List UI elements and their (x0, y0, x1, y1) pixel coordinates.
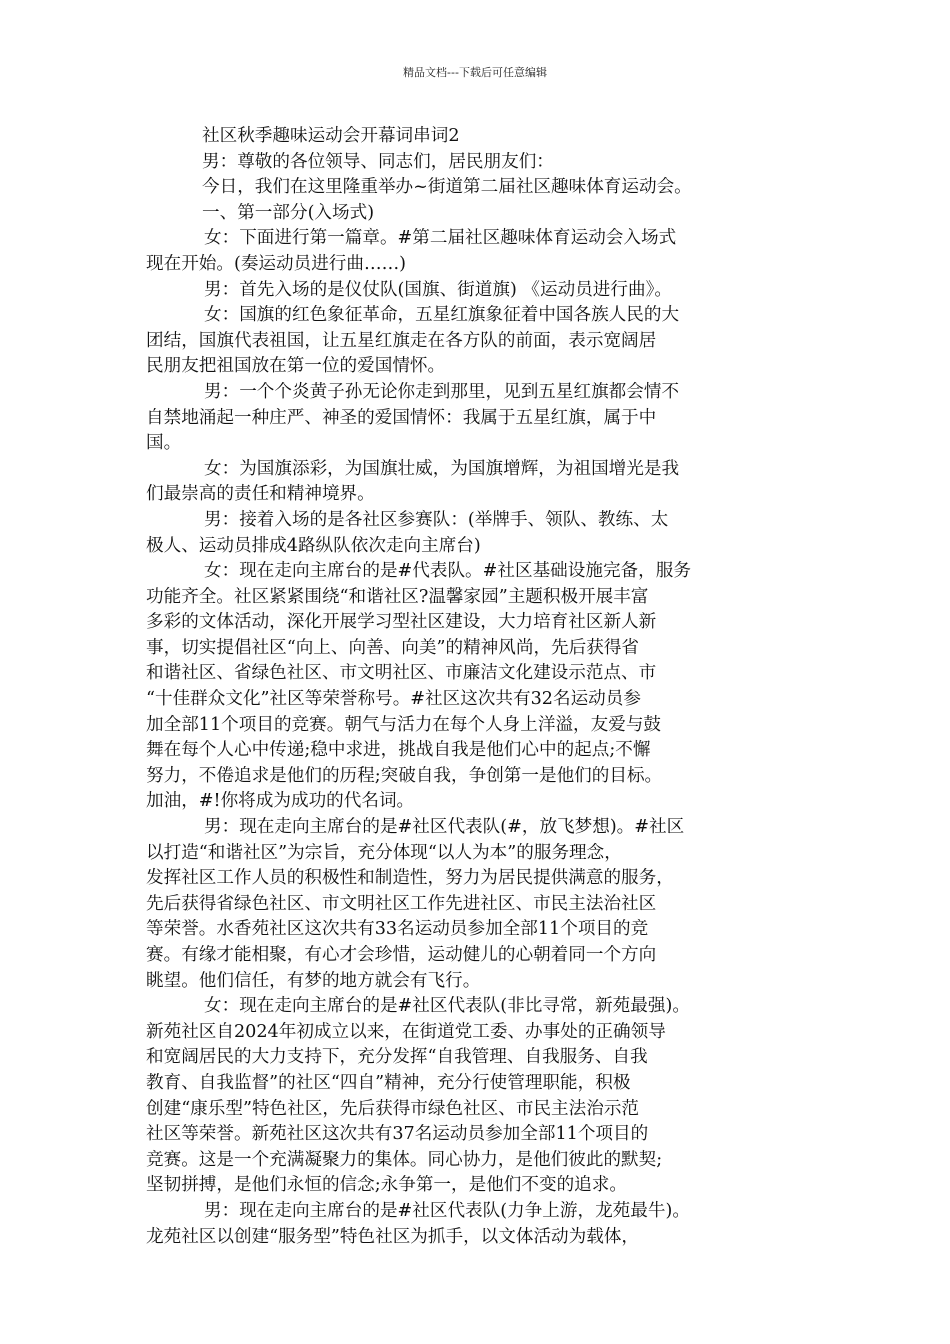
text-line: 男：尊敬的各位领导、同志们，居民朋友们： (202, 151, 554, 172)
text-line: 女：为国旗添彩，为国旗壮威，为国旗增辉，为祖国增光是我 (204, 458, 680, 479)
text-line: 女：国旗的红色象征革命，五星红旗象征着中国各族人民的大 (204, 305, 680, 326)
text-line: 国。 (146, 433, 182, 454)
text-line: 等荣誉。水香苑社区这次共有33名运动员参加全部11个项目的竞 (146, 919, 649, 940)
text-line: 男：首先入场的是仪仗队(国旗、街道旗) 《运动员进行曲》。 (204, 279, 672, 300)
text-line: 舞在每个人心中传递;稳中求进，挑战自我是他们心中的起点;不懈 (146, 740, 651, 761)
text-line: 创建“康乐型”特色社区，先后获得市绿色社区、市民主法治示范 (146, 1098, 640, 1119)
text-line: 加油，#!你将成为成功的代名词。 (146, 791, 415, 812)
text-line: 教育、自我监督”的社区“四自”精神，充分行使管理职能，积极 (146, 1072, 631, 1093)
document-body (146, 124, 822, 1250)
text-line: 男：现在走向主席台的是#社区代表队(#，放飞梦想)。#社区 (204, 817, 685, 838)
text-line: 女：现在走向主席台的是#社区代表队(非比寻常，新苑最强)。 (204, 996, 690, 1017)
text-line: 功能齐全。社区紧紧围绕“和谐社区?温馨家园”主题积极开展丰富 (146, 586, 649, 607)
text-line: 多彩的文体活动，深化开展学习型社区建设，大力培育社区新人新 (146, 612, 657, 633)
text-line: 自禁地涌起一种庄严、神圣的爱国情怀：我属于五星红旗，属于中 (146, 407, 657, 428)
text-line: 事，切实提倡社区“向上、向善、向美”的精神风尚，先后获得省 (146, 637, 640, 658)
text-line: 以打造“和谐社区”为宗旨，充分体现“以人为本”的服务理念， (146, 842, 622, 863)
text-line: 龙苑社区以创建“服务型”特色社区为抓手，以文体活动为载体， (146, 1226, 640, 1247)
text-line: 男：现在走向主席台的是#社区代表队(力争上游，龙苑最牛)。 (204, 1200, 690, 1221)
text-line: 们最崇高的责任和精神境界。 (146, 484, 375, 505)
text-line: 男：接着入场的是各社区参赛队：(举牌手、领队、教练、太 (204, 509, 669, 530)
text-line: 男：一个个炎黄子孙无论你走到那里，见到五星红旗都会情不 (204, 381, 680, 402)
text-line: 眺望。他们信任，有梦的地方就会有飞行。 (146, 970, 481, 991)
text-line: 发挥社区工作人员的积极性和制造性，努力为居民提供满意的服务， (146, 868, 674, 889)
text-line: 新苑社区自2024年初成立以来，在街道党工委、办事处的正确领导 (146, 1021, 666, 1042)
text-line: 女：下面进行第一篇章。#第二届社区趣味体育运动会入场式 (204, 228, 677, 249)
text-line: 极人、运动员排成4路纵队依次走向主席台) (146, 535, 481, 556)
text-line: 赛。有缘才能相聚，有心才会珍惜，运动健儿的心朝着同一个方向 (146, 945, 657, 965)
text-line: 和宽阔居民的大力支持下，充分发挥“自我管理、自我服务、自我 (146, 1047, 648, 1068)
text-line: 现在开始。(奏运动员进行曲……) (146, 253, 407, 274)
text-line: 和谐社区、省绿色社区、市文明社区、市廉洁文化建设示范点、市 (146, 663, 657, 684)
text-line: 社区秋季趣味运动会开幕词串词2 (202, 126, 460, 146)
text-line: 团结，国旗代表祖国，让五星红旗走在各方队的前面，表示宽阔居 (146, 330, 657, 351)
text-line: “十佳群众文化”社区等荣誉称号。#社区这次共有32名运动员参 (146, 689, 641, 710)
text-line: 加全部11个项目的竞赛。朝气与活力在每个人身上洋溢，友爱与鼓 (146, 714, 662, 735)
text-line: 坚韧拼搏，是他们永恒的信念;永争第一，是他们不变的追求。 (146, 1175, 627, 1196)
text-line: 女：现在走向主席台的是#代表队。#社区基础设施完备，服务 (204, 561, 691, 582)
text-line: 民朋友把祖国放在第一位的爱国情怀。 (146, 356, 446, 377)
text-line: 努力，不倦追求是他们的历程;突破自我，争创第一是他们的目标。 (146, 765, 663, 786)
text-line: 今日，我们在这里隆重举办~街道第二届社区趣味体育运动会。 (202, 177, 692, 198)
text-line: 先后获得省绿色社区、市文明社区工作先进社区、市民主法治社区 (146, 893, 657, 914)
text-line: 社区等荣誉。新苑社区这次共有37名运动员参加全部11个项目的 (146, 1124, 649, 1145)
text-line: 一、第一部分(入场式) (202, 202, 375, 223)
page-header: 精品文档---下载后可任意编辑 (403, 66, 547, 79)
text-line: 竞赛。这是一个充满凝聚力的集体。同心协力，是他们彼此的默契; (146, 1149, 663, 1170)
